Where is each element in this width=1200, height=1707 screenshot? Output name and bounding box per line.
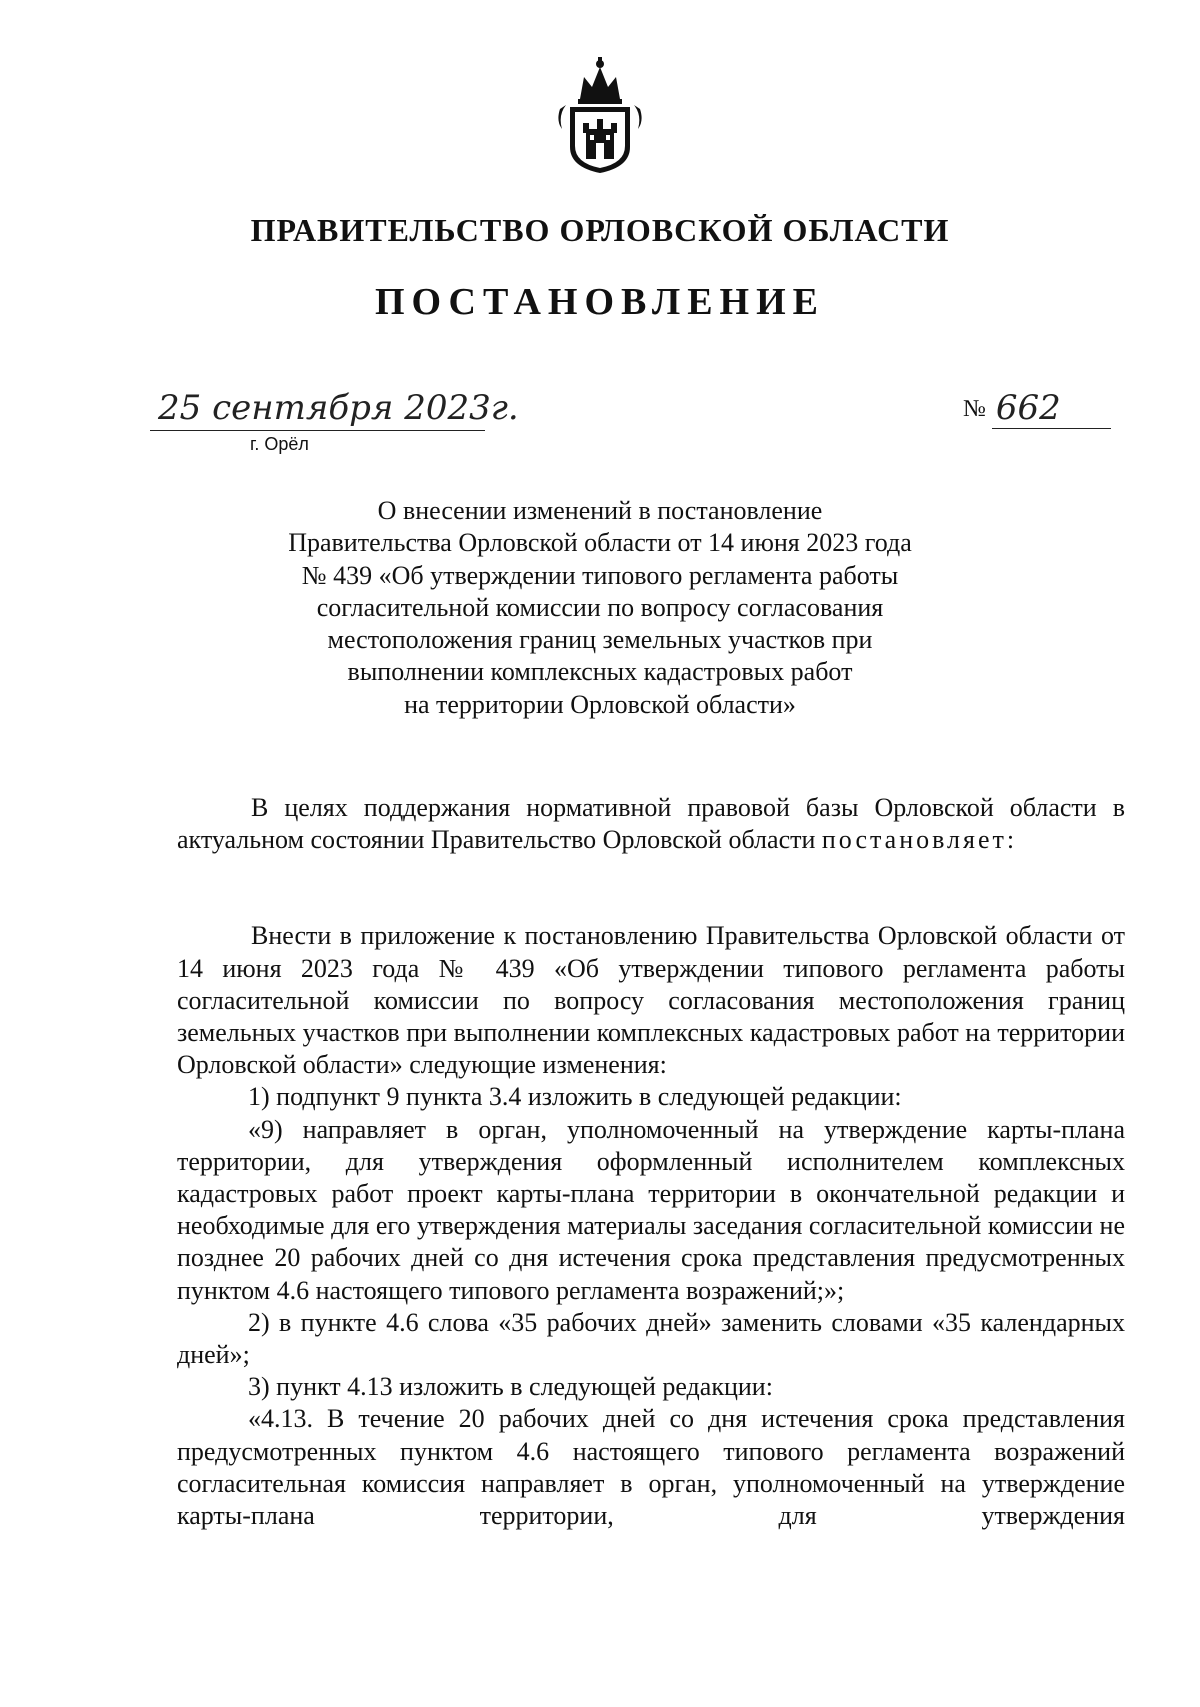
subject-line: выполнении комплексных кадастровых работ xyxy=(347,657,853,687)
decree-word: постановляет: xyxy=(821,825,1018,855)
city-label: г. Орёл xyxy=(250,434,309,454)
handwritten-number: 662 xyxy=(992,388,1111,429)
amendment-item-3: 3) пункт 4.13 изложить в следующей редакции: xyxy=(248,1372,773,1402)
document-subject xyxy=(230,495,970,721)
preamble-paragraph xyxy=(177,792,1125,856)
document-type-title: ПОСТАНОВЛЕНИЕ xyxy=(374,281,826,323)
handwritten-date: 25 сентября 2023г. xyxy=(150,388,485,431)
amendment-item-3-text: «4.13. В течение 20 рабочих дней со дня истечения срока представления предусмотренных пунктом 4.6 настоящего типового регламента возражений согласительная комиссия направляет в орган, уполномоченный на утверждение карты-плана территории, для утверждения xyxy=(177,1404,1125,1531)
amendment-item-1: 1) подпункт 9 пункта 3.4 изложить в следующей редакции: xyxy=(248,1082,902,1112)
number-sign: № xyxy=(963,396,986,422)
subject-line: на территории Орловской области» xyxy=(404,689,796,719)
main-paragraph: Внести в приложение к постановлению Правительства Орловской области от 14 июня 2023 года № 439 «Об утверждении типового регламента работы согласительной комиссии по вопросу согласования местоположения границ земельных участков при выполнении комплексных кадастровых работ на территории Орловской области» следующие изменения: xyxy=(177,921,1125,1080)
subject-line: местоположения границ земельных участков при xyxy=(327,625,873,655)
amendment-item-1-text: «9) направляет в орган, уполномоченный на утверждение карты-плана территории, для утверждения оформленный исполнителем комплексных кадастровых работ проект карты-плана территории в окончательной редакции и необходимые для его утверждения материалы заседания согласительной комиссии не позднее 20 рабочих дней со дня истечения срока представления предусмотренных пунктом 4.6 настоящего типового регламента возражений;»; xyxy=(177,1114,1125,1305)
document-number-field xyxy=(963,388,1111,429)
date-field xyxy=(150,388,519,431)
preamble-text: В целях поддержания нормативной правовой базы Орловской области в актуальном состоянии Правительство Орловской области xyxy=(177,793,1125,855)
document-body xyxy=(177,792,1125,1532)
organization-title: ПРАВИТЕЛЬСТВО ОРЛОВСКОЙ ОБЛАСТИ xyxy=(250,212,950,248)
subject-line: согласительной комиссии по вопросу согласования xyxy=(316,592,884,622)
coat-of-arms-emblem xyxy=(552,55,648,177)
subject-line: Правительства Орловской области от 14 июня 2023 года xyxy=(288,528,912,558)
amendment-item-2: 2) в пункте 4.6 слова «35 рабочих дней» заменить словами «35 календарных дней»; xyxy=(177,1307,1125,1370)
subject-line: О внесении изменений в постановление xyxy=(377,496,823,525)
subject-line: № 439 «Об утверждении типового регламента работы xyxy=(301,560,899,590)
